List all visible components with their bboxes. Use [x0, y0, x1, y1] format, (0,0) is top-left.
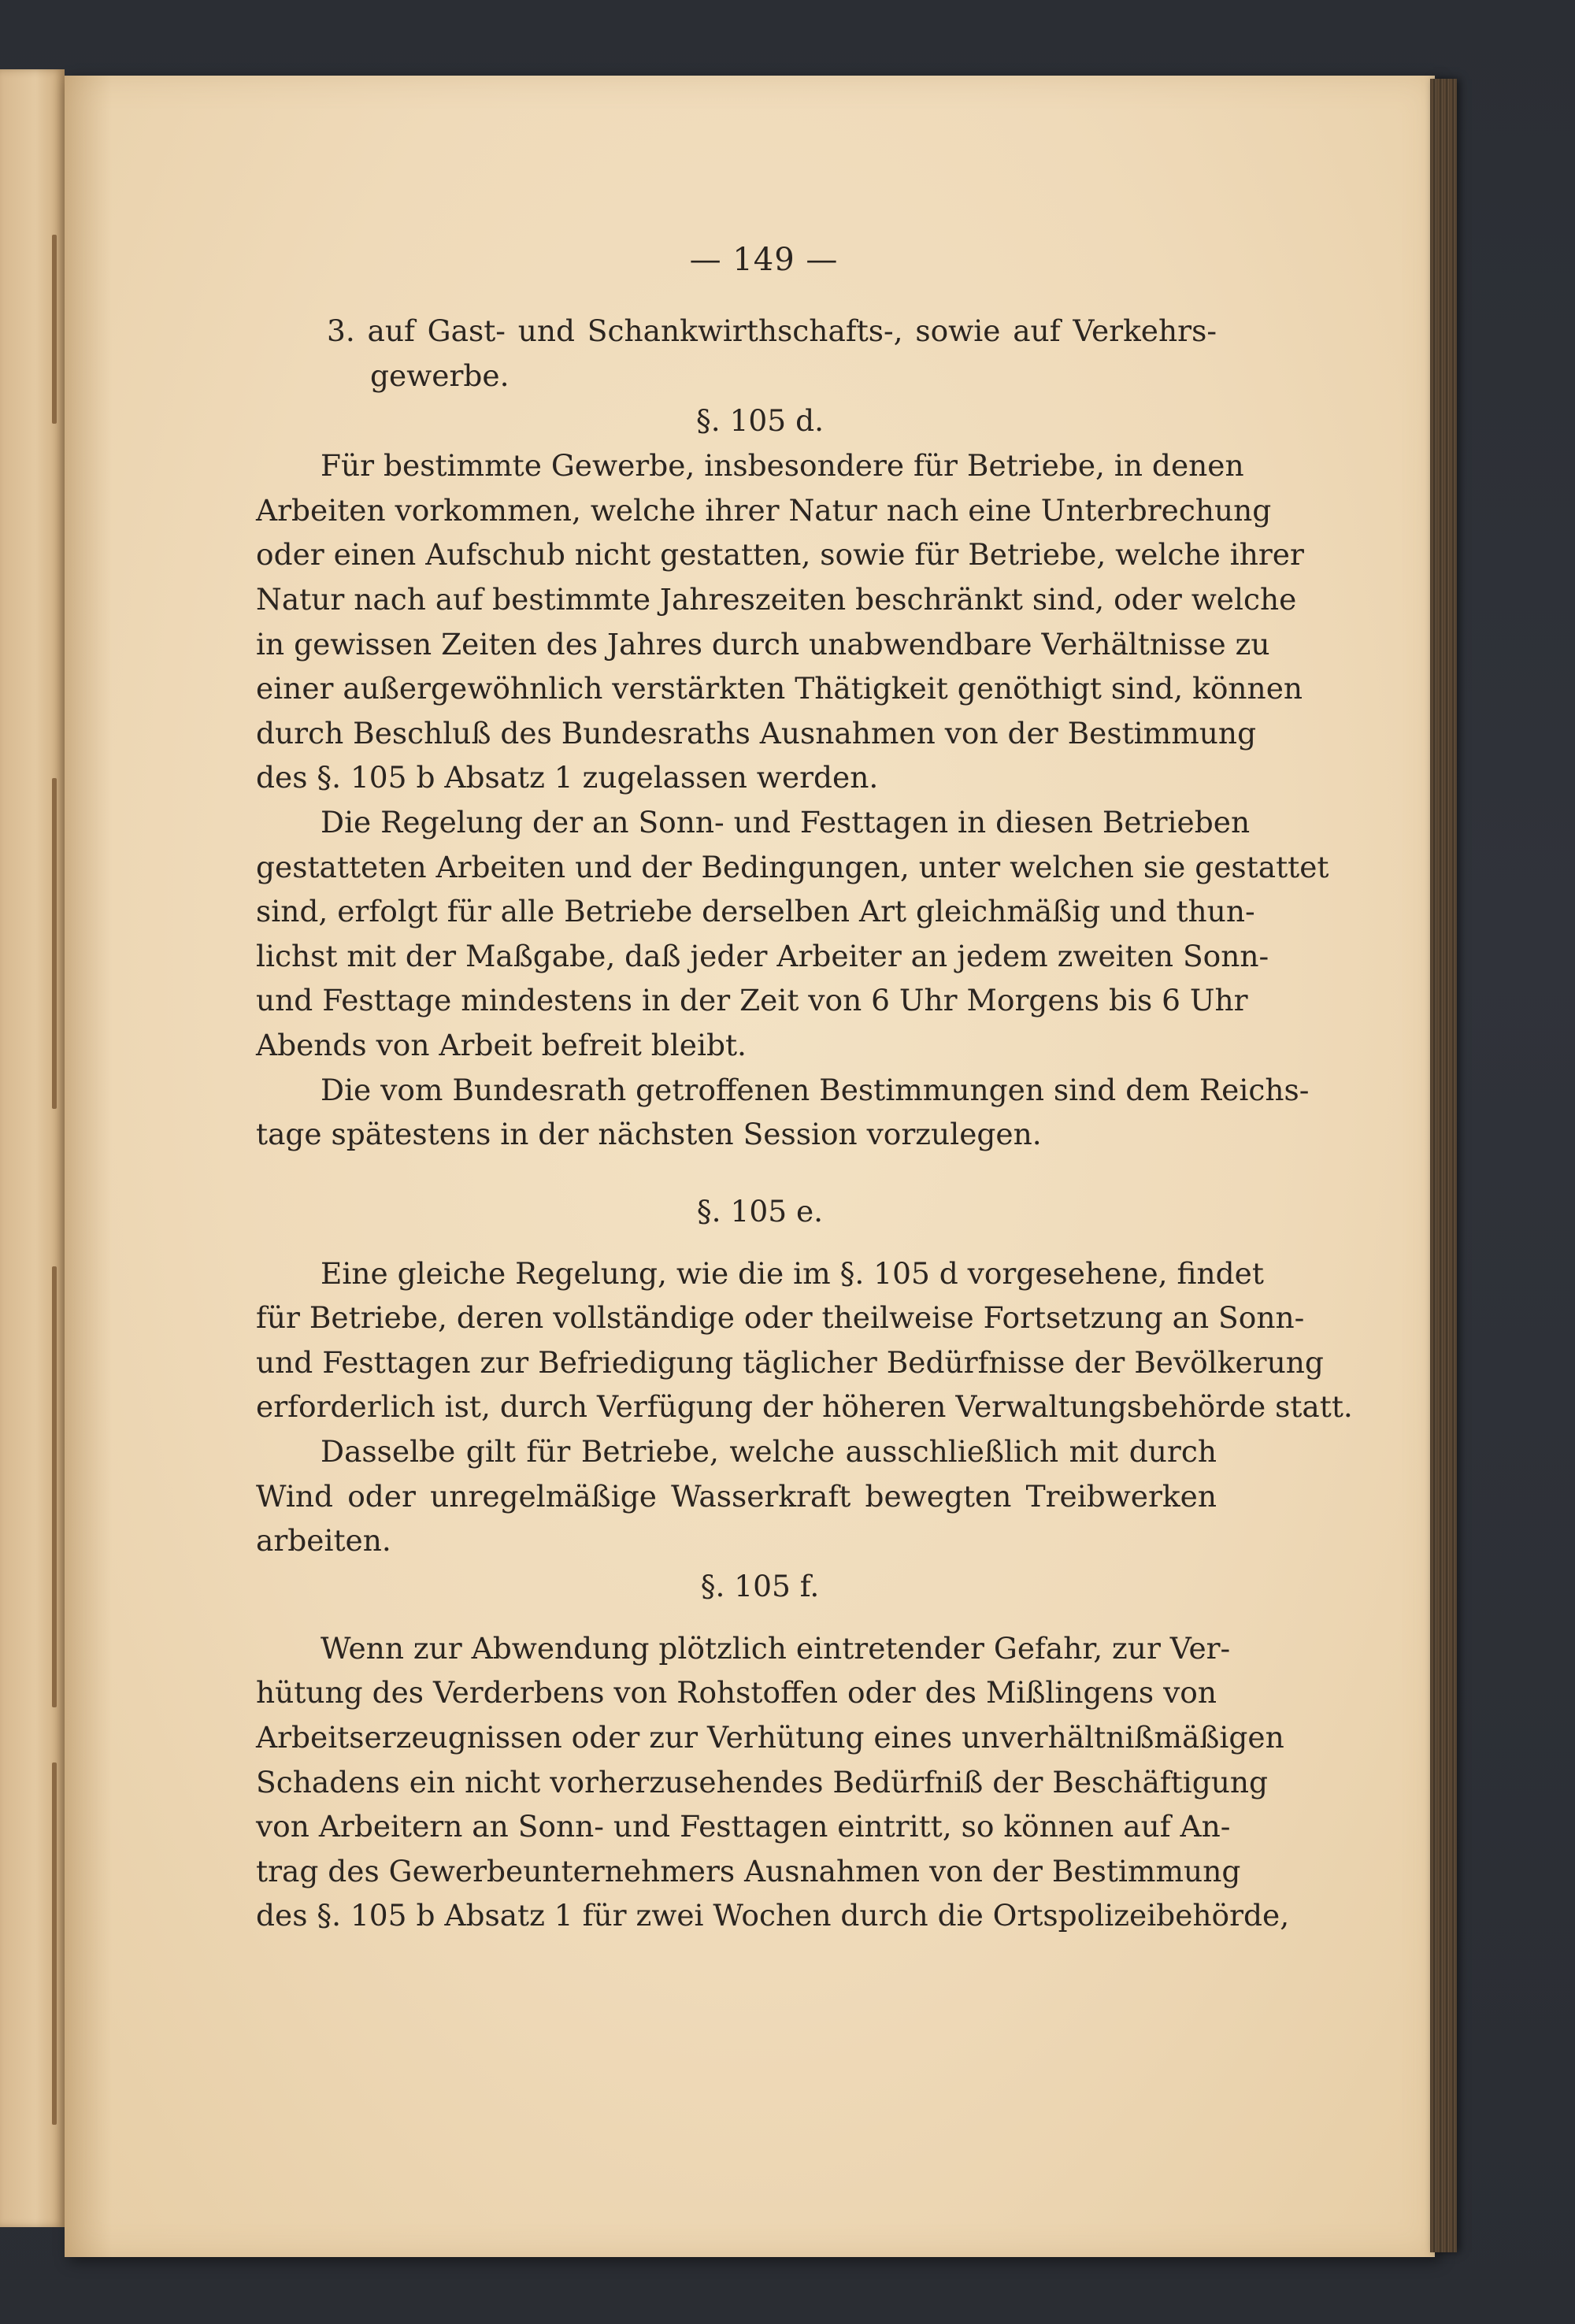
text-line: sind, erfolgt für alle Betriebe derselben Art gleichmäßig und thun- — [256, 894, 1255, 929]
binding-stitch — [52, 778, 57, 1109]
item-3-line-1: 3. auf Gast- und Schankwirthschafts-, sowie auf Verkehrs- — [327, 313, 1217, 348]
text-line: Arbeiten vorkommen, welche ihrer Natur nach eine Unterbrechung — [256, 492, 1272, 528]
text-line: Arbeitserzeugnissen oder zur Verhütung eines unverhältnißmäßigen — [256, 1720, 1284, 1755]
binding-stitch — [52, 1762, 57, 2125]
text-line: Wenn zur Abwendung plötzlich eintretender Gefahr, zur Ver- — [321, 1630, 1231, 1666]
text-line: Abends von Arbeit befreit bleibt. — [256, 1027, 747, 1062]
previous-page-edge — [0, 69, 65, 2227]
text-line: von Arbeitern an Sonn- und Festtagen eintritt, so können auf An- — [256, 1809, 1231, 1844]
page-number: — 149 — — [689, 242, 839, 278]
text-line: Wind oder unregelmäßige Wasserkraft bewegten Treibwerken — [256, 1478, 1217, 1514]
text-line: Die Regelung der an Sonn- und Festtagen in diesen Betrieben — [321, 804, 1251, 840]
binding-stitch — [52, 1266, 57, 1707]
text-line: erforderlich ist, durch Verfügung der höheren Verwaltungsbehörde statt. — [256, 1389, 1353, 1425]
text-line: oder einen Aufschub nicht gestatten, sowie für Betriebe, welche ihrer — [256, 537, 1304, 573]
text-line: für Betriebe, deren vollständige oder theilweise Fortsetzung an Sonn- — [256, 1300, 1305, 1336]
page-edge-stack — [1430, 79, 1457, 2252]
text-line: Dasselbe gilt für Betriebe, welche ausschließlich mit durch — [321, 1434, 1217, 1470]
item-3-line-2: gewerbe. — [370, 358, 510, 393]
binding-stitch — [52, 235, 57, 424]
text-line: einer außergewöhnlich verstärkten Thätigkeit genöthigt sind, können — [256, 671, 1303, 706]
text-line: Für bestimmte Gewerbe, insbesondere für Betriebe, in denen — [321, 448, 1244, 484]
text-line: durch Beschluß des Bundesraths Ausnahmen von der Bestimmung — [256, 715, 1257, 751]
text-line: und Festtage mindestens in der Zeit von 6 Uhr Morgens bis 6 Uhr — [256, 983, 1248, 1018]
text-line: Die vom Bundesrath getroffenen Bestimmungen sind dem Reichs- — [321, 1072, 1310, 1107]
text-line: und Festtagen zur Befriedigung täglicher Bedürfnisse der Bevölkerung — [256, 1344, 1324, 1380]
text-line: Natur nach auf bestimmte Jahreszeiten beschränkt sind, oder welche — [256, 581, 1297, 617]
page-text — [256, 228, 1353, 1938]
text-line: Schadens ein nicht vorherzusehendes Bedürfniß der Beschäftigung — [256, 1764, 1269, 1800]
text-line: hütung des Verderbens von Rohstoffen oder des Mißlingens von — [256, 1675, 1217, 1711]
text-line: tage spätestens in der nächsten Session vorzulegen. — [256, 1117, 1042, 1152]
text-line: Eine gleiche Regelung, wie die im §. 105 d vorgesehene, findet — [321, 1255, 1264, 1291]
text-line: des §. 105 b Absatz 1 für zwei Wochen durch die Ortspolizeibehörde, — [256, 1898, 1290, 1933]
text-line: gestatteten Arbeiten und der Bedingungen, unter welchen sie gestattet — [256, 849, 1329, 884]
text-line: arbeiten. — [256, 1523, 391, 1559]
text-line: in gewissen Zeiten des Jahres durch unabwendbare Verhältnisse zu — [256, 626, 1270, 662]
section-heading-105f: §. 105 f. — [700, 1568, 820, 1603]
text-line: lichst mit der Maßgabe, daß jeder Arbeiter an jedem zweiten Sonn- — [256, 938, 1269, 973]
section-heading-105e: §. 105 e. — [696, 1193, 824, 1229]
text-line: trag des Gewerbeunternehmers Ausnahmen von der Bestimmung — [256, 1853, 1241, 1888]
text-line: des §. 105 b Absatz 1 zugelassen werden. — [256, 760, 879, 795]
section-heading-105d: §. 105 d. — [695, 403, 824, 439]
